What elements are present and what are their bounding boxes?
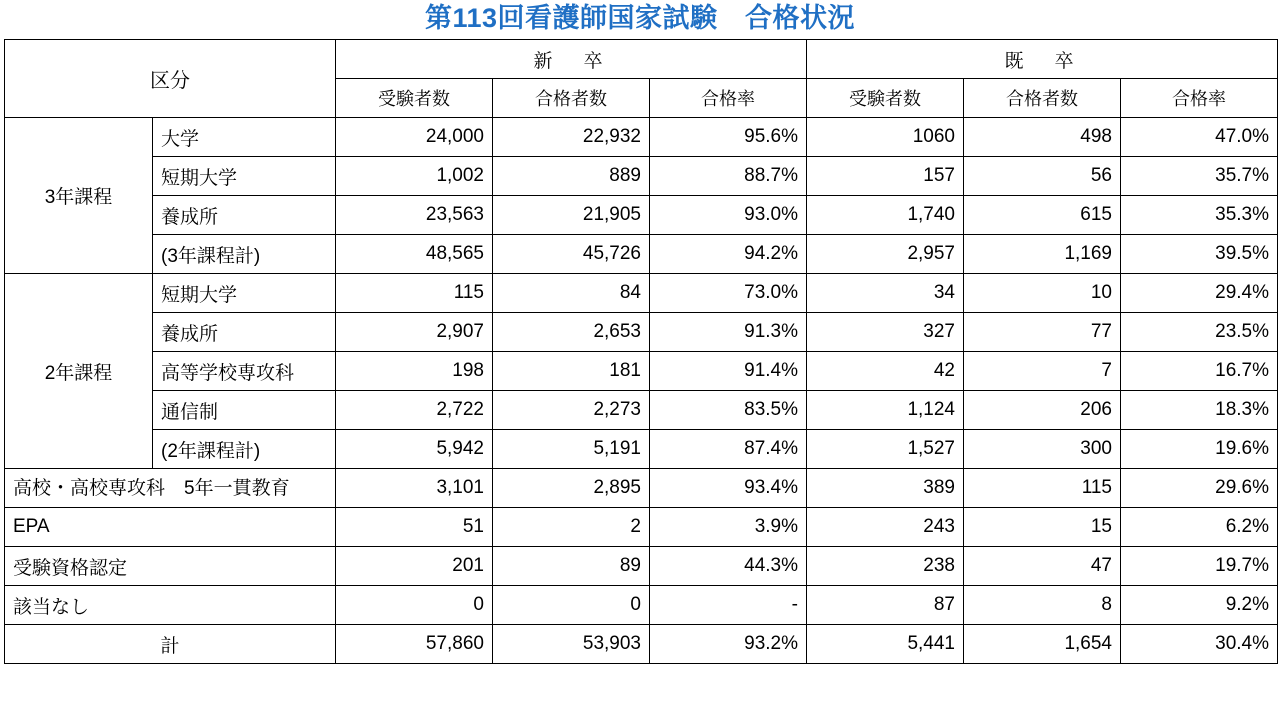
cell-value: 21,905 <box>493 196 650 235</box>
cell-value: 1,002 <box>336 157 493 196</box>
cell-value: 2 <box>493 508 650 547</box>
cell-value: 1,527 <box>807 430 964 469</box>
cell-value: 201 <box>336 547 493 586</box>
cell-value: 1060 <box>807 118 964 157</box>
cell-value: 2,273 <box>493 391 650 430</box>
cell-value: 2,895 <box>493 469 650 508</box>
header-sub-old-passers: 合格者数 <box>964 79 1121 118</box>
cell-value: 95.6% <box>650 118 807 157</box>
cell-value: 19.7% <box>1121 547 1278 586</box>
row-label: 高等学校専攻科 <box>153 352 336 391</box>
header-sub-new-rate: 合格率 <box>650 79 807 118</box>
cell-value: 238 <box>807 547 964 586</box>
cell-value: 87 <box>807 586 964 625</box>
cell-value: 29.4% <box>1121 274 1278 313</box>
row-label: 短期大学 <box>153 157 336 196</box>
page-title: 第113回看護師国家試験 合格状況 <box>424 3 856 33</box>
cell-value: 243 <box>807 508 964 547</box>
cell-value: 73.0% <box>650 274 807 313</box>
table-row-total <box>5 625 1278 664</box>
cell-value: 498 <box>964 118 1121 157</box>
section-label-3year: 3年課程 <box>5 118 153 274</box>
table-row <box>5 118 1278 157</box>
table-row <box>5 313 1278 352</box>
row-label: EPA <box>5 508 336 547</box>
header-sub-old-rate: 合格率 <box>1121 79 1278 118</box>
row-label: 高校・高校専攻科 5年一貫教育 <box>5 469 336 508</box>
table-body <box>5 118 1278 664</box>
cell-value: 19.6% <box>1121 430 1278 469</box>
row-label: 通信制 <box>153 391 336 430</box>
cell-value: 24,000 <box>336 118 493 157</box>
cell-value: 47 <box>964 547 1121 586</box>
cell-value: 23.5% <box>1121 313 1278 352</box>
cell-value: 18.3% <box>1121 391 1278 430</box>
cell-value: 91.4% <box>650 352 807 391</box>
cell-value: 53,903 <box>493 625 650 664</box>
cell-value: 615 <box>964 196 1121 235</box>
header-sub-new-applicants: 受験者数 <box>336 79 493 118</box>
row-label: 養成所 <box>153 196 336 235</box>
cell-value: 115 <box>964 469 1121 508</box>
cell-value: 327 <box>807 313 964 352</box>
row-label: 受験資格認定 <box>5 547 336 586</box>
cell-value: 889 <box>493 157 650 196</box>
cell-value: 115 <box>336 274 493 313</box>
table-row <box>5 469 1278 508</box>
cell-value: 16.7% <box>1121 352 1278 391</box>
cell-value: 35.3% <box>1121 196 1278 235</box>
row-label-total: 計 <box>5 625 336 664</box>
table-row <box>5 547 1278 586</box>
cell-value: 2,653 <box>493 313 650 352</box>
table-row <box>5 157 1278 196</box>
cell-value: 15 <box>964 508 1121 547</box>
row-label: (3年課程計) <box>153 235 336 274</box>
header-group-kisotsu: 既 卒 <box>807 40 1278 79</box>
cell-value: 157 <box>807 157 964 196</box>
cell-value: 30.4% <box>1121 625 1278 664</box>
cell-value: 91.3% <box>650 313 807 352</box>
cell-value: 9.2% <box>1121 586 1278 625</box>
table-row <box>5 235 1278 274</box>
cell-value: 2,957 <box>807 235 964 274</box>
cell-value: - <box>650 586 807 625</box>
header-kubun: 区分 <box>5 40 336 118</box>
cell-value: 23,563 <box>336 196 493 235</box>
cell-value: 56 <box>964 157 1121 196</box>
cell-value: 57,860 <box>336 625 493 664</box>
cell-value: 39.5% <box>1121 235 1278 274</box>
table-header-row-groups <box>5 40 1278 79</box>
cell-value: 83.5% <box>650 391 807 430</box>
table-row <box>5 586 1278 625</box>
cell-value: 51 <box>336 508 493 547</box>
table-row <box>5 196 1278 235</box>
cell-value: 1,169 <box>964 235 1121 274</box>
cell-value: 8 <box>964 586 1121 625</box>
cell-value: 93.0% <box>650 196 807 235</box>
pass-rate-table <box>4 39 1278 664</box>
table-row <box>5 508 1278 547</box>
row-label: 養成所 <box>153 313 336 352</box>
row-label: 短期大学 <box>153 274 336 313</box>
row-label: 該当なし <box>5 586 336 625</box>
cell-value: 77 <box>964 313 1121 352</box>
header-sub-new-passers: 合格者数 <box>493 79 650 118</box>
cell-value: 198 <box>336 352 493 391</box>
cell-value: 5,441 <box>807 625 964 664</box>
cell-value: 7 <box>964 352 1121 391</box>
table-header <box>5 40 1278 118</box>
cell-value: 94.2% <box>650 235 807 274</box>
cell-value: 5,191 <box>493 430 650 469</box>
cell-value: 47.0% <box>1121 118 1278 157</box>
cell-value: 1,124 <box>807 391 964 430</box>
cell-value: 35.7% <box>1121 157 1278 196</box>
cell-value: 87.4% <box>650 430 807 469</box>
row-label: (2年課程計) <box>153 430 336 469</box>
cell-value: 300 <box>964 430 1121 469</box>
cell-value: 3.9% <box>650 508 807 547</box>
row-label: 大学 <box>153 118 336 157</box>
cell-value: 1,654 <box>964 625 1121 664</box>
cell-value: 22,932 <box>493 118 650 157</box>
cell-value: 84 <box>493 274 650 313</box>
table-row <box>5 274 1278 313</box>
cell-value: 42 <box>807 352 964 391</box>
header-group-shinsotsu: 新 卒 <box>336 40 807 79</box>
cell-value: 0 <box>493 586 650 625</box>
table-row <box>5 430 1278 469</box>
cell-value: 29.6% <box>1121 469 1278 508</box>
cell-value: 34 <box>807 274 964 313</box>
cell-value: 10 <box>964 274 1121 313</box>
cell-value: 3,101 <box>336 469 493 508</box>
cell-value: 389 <box>807 469 964 508</box>
cell-value: 1,740 <box>807 196 964 235</box>
cell-value: 89 <box>493 547 650 586</box>
cell-value: 181 <box>493 352 650 391</box>
cell-value: 206 <box>964 391 1121 430</box>
cell-value: 93.2% <box>650 625 807 664</box>
cell-value: 6.2% <box>1121 508 1278 547</box>
section-label-2year: 2年課程 <box>5 274 153 469</box>
cell-value: 2,907 <box>336 313 493 352</box>
cell-value: 5,942 <box>336 430 493 469</box>
cell-value: 44.3% <box>650 547 807 586</box>
table-row <box>5 391 1278 430</box>
table-row <box>5 352 1278 391</box>
cell-value: 48,565 <box>336 235 493 274</box>
cell-value: 0 <box>336 586 493 625</box>
cell-value: 88.7% <box>650 157 807 196</box>
header-sub-old-applicants: 受験者数 <box>807 79 964 118</box>
cell-value: 45,726 <box>493 235 650 274</box>
cell-value: 2,722 <box>336 391 493 430</box>
cell-value: 93.4% <box>650 469 807 508</box>
